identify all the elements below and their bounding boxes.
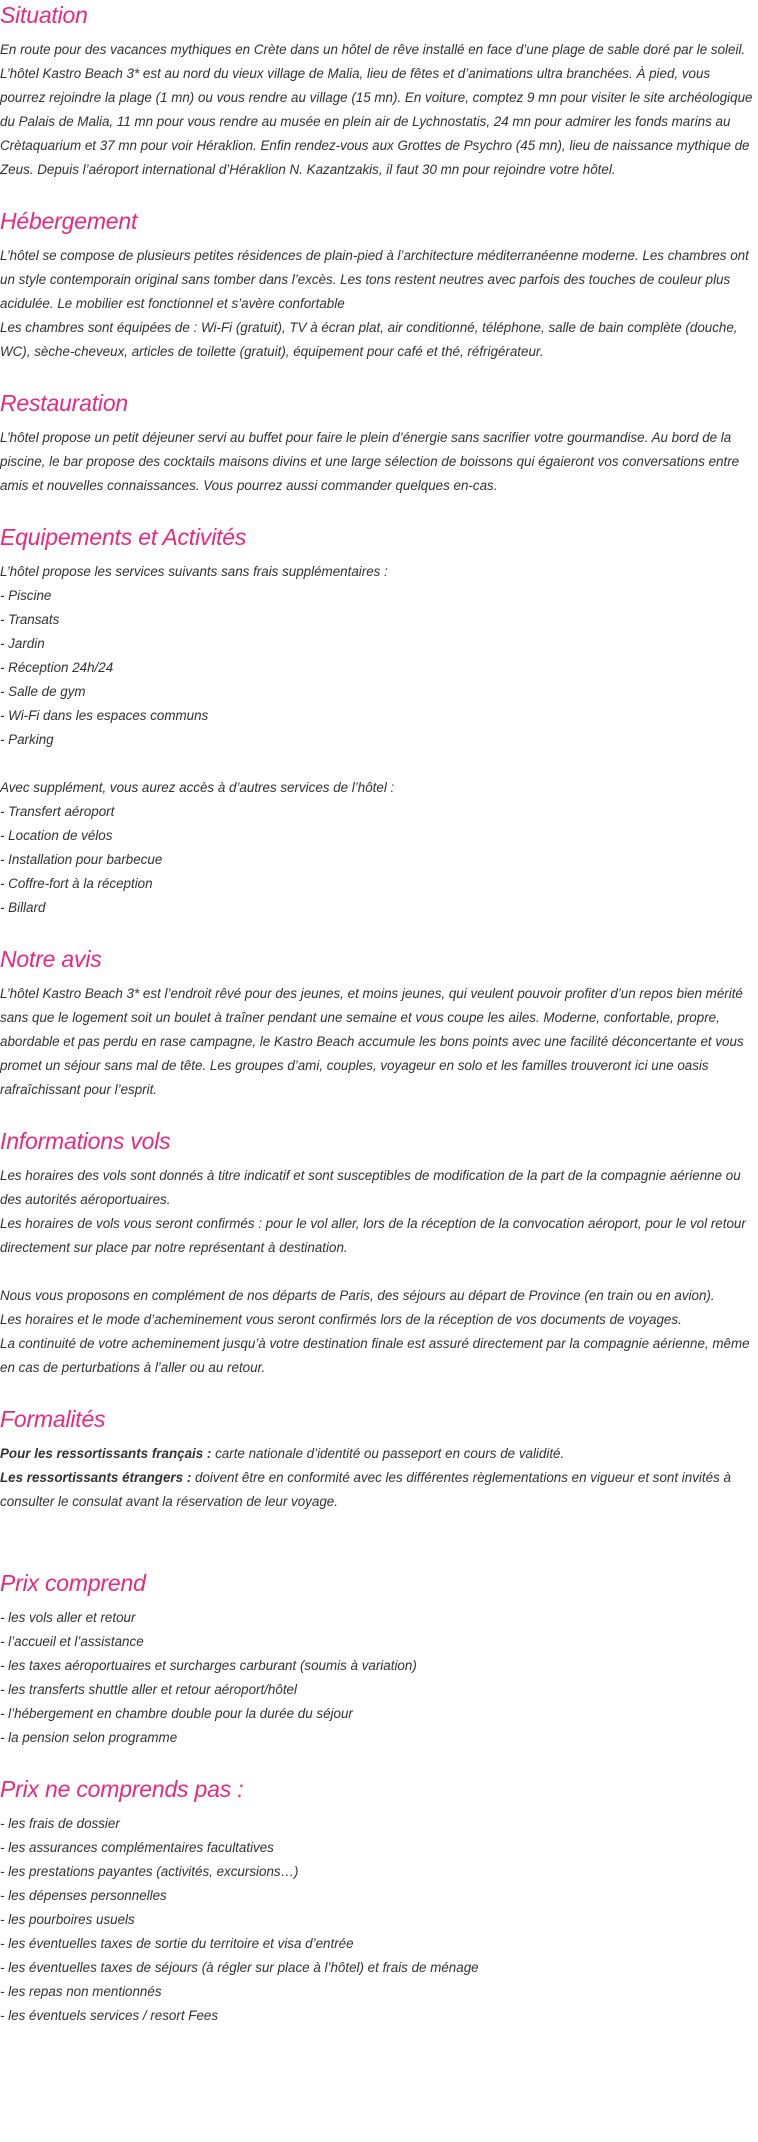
- section-title-avis: Notre avis: [0, 946, 102, 972]
- list-item: - Réception 24h/24: [0, 660, 114, 675]
- section-title-prix-ne-comprend: Prix ne comprends pas :: [0, 1776, 244, 1802]
- section-vols: [0, 1126, 758, 1380]
- paragraph: L’hôtel propose un petit déjeuner servi au buffet pour faire le plein d’énergie sans sacrifier votre gourmandise. Au bord de la piscine, le bar propose des cocktails maisons divins et une large sélection de boissons qui égaieront vos conversations entre amis et nouvelles connaissances. Vous pourrez aussi commander quelques en-cas.: [0, 430, 740, 493]
- section-restauration: [0, 388, 758, 498]
- paragraph: Les horaires de vols vous seront confirmés : pour le vol aller, lors de la réception de la convocation aéroport, pour le vol retour directement sur place par notre représentant à destination.: [0, 1216, 746, 1255]
- list-item: - Parking: [0, 732, 54, 747]
- section-title-prix-comprend: Prix comprend: [0, 1570, 146, 1596]
- list-item: - les vols aller et retour: [0, 1610, 136, 1625]
- list-item: - les frais de dossier: [0, 1816, 120, 1831]
- list-item: - Transfert aéroport: [0, 804, 115, 819]
- section-body-prix-ne-comprend: [0, 1812, 758, 2028]
- section-title-vols: Informations vols: [0, 1128, 171, 1154]
- list-item: - Salle de gym: [0, 684, 86, 699]
- section-prix-ne-comprend: [0, 1774, 758, 2028]
- paragraph: L’hôtel Kastro Beach 3* est l’endroit rêvé pour des jeunes, et moins jeunes, qui veulent pouvoir profiter d’un repos bien mérité sans que le logement soit un boulet à traîner pendant une semaine et vous coupe les ailes. Moderne, confortable, propre, abordable et pas perdu en rase campagne, le Kastro Beach accumule les bons points avec une facilité déconcertante et vous promet un séjour sans mal de tête. Les groupes d’ami, couples, voyageur en solo et les familles trouveront ici une oasis rafraîchissant pour l’esprit.: [0, 986, 744, 1097]
- label-francais: Pour les ressortissants français :: [0, 1446, 212, 1461]
- list-item: - les éventuels services / resort Fees: [0, 2008, 219, 2023]
- section-avis: [0, 944, 758, 1102]
- intro-paid-services: Avec supplément, vous aurez accès à d’autres services de l’hôtel :: [0, 780, 395, 795]
- section-equipements: [0, 522, 758, 920]
- list-item: - les éventuelles taxes de sortie du territoire et visa d’entrée: [0, 1936, 354, 1951]
- section-body-vols: [0, 1164, 758, 1380]
- list-item: - Wi-Fi dans les espaces communs: [0, 708, 209, 723]
- paragraph: Les chambres sont équipées de : Wi-Fi (gratuit), TV à écran plat, air conditionné, téléphone, salle de bain complète (douche, WC), sèche-cheveux, articles de toilette (gratuit), équipement pour café et thé, réfrigérateur.: [0, 320, 738, 359]
- text-francais: carte nationale d’identité ou passeport en cours de validité.: [211, 1446, 565, 1461]
- section-title-equipements: Equipements et Activités: [0, 524, 247, 550]
- formalites-etrangers: [0, 1466, 758, 1514]
- paragraph: La continuité de votre acheminement jusqu’à votre destination finale est assuré directement par la compagnie aérienne, même en cas de perturbations à l’aller ou au retour.: [0, 1336, 750, 1375]
- section-prix-comprend: [0, 1568, 758, 1750]
- paragraph: L’hôtel se compose de plusieurs petites résidences de plain-pied à l’architecture méditerranéenne moderne. Les chambres ont un style contemporain original sans tomber dans l’excès. Les tons restent neutres avec parfois des touches de couleur plus acidulée. Le mobilier est fonctionnel et s’avère confortable: [0, 248, 749, 311]
- paragraph: En route pour des vacances mythiques en Crète dans un hôtel de rêve installé en face d’une plage de sable doré par le soleil.: [0, 42, 746, 57]
- paragraph: Les horaires et le mode d’acheminement vous seront confirmés lors de la réception de vos documents de voyages.: [0, 1312, 682, 1327]
- list-item: - les transferts shuttle aller et retour aéroport/hôtel: [0, 1682, 297, 1697]
- section-body-situation: [0, 38, 758, 182]
- list-item: - Location de vélos: [0, 828, 113, 843]
- list-item: - Installation pour barbecue: [0, 852, 163, 867]
- section-body-equipements: [0, 560, 758, 920]
- paragraph: Les horaires des vols sont donnés à titre indicatif et sont susceptibles de modification de la part de la compagnie aérienne ou des autorités aéroportuaires.: [0, 1168, 741, 1207]
- section-situation: [0, 0, 758, 182]
- list-item: - les dépenses personnelles: [0, 1888, 167, 1903]
- list-item: - l’accueil et l’assistance: [0, 1634, 144, 1649]
- formalites-francais: [0, 1442, 758, 1466]
- list-item: - Coffre-fort à la réception: [0, 876, 153, 891]
- list-item: - les taxes aéroportuaires et surcharges carburant (soumis à variation): [0, 1658, 417, 1673]
- list-item: - Jardin: [0, 636, 45, 651]
- section-title-situation: Situation: [0, 2, 88, 28]
- list-item: - Billard: [0, 900, 46, 915]
- list-item: - Piscine: [0, 588, 52, 603]
- section-title-restauration: Restauration: [0, 390, 129, 416]
- text-etrangers: doivent être en conformité avec les différentes règlementations en vigueur et sont invités à consulter le consulat avant la réservation de leur voyage.: [0, 1470, 731, 1509]
- section-body-hebergement: [0, 244, 758, 364]
- section-body-prix-comprend: [0, 1606, 758, 1750]
- list-item: - Transats: [0, 612, 60, 627]
- list-item: - les prestations payantes (activités, excursions…): [0, 1864, 299, 1879]
- label-etrangers: Les ressortissants étrangers :: [0, 1470, 192, 1485]
- list-item: - les pourboires usuels: [0, 1912, 135, 1927]
- list-item: - les éventuelles taxes de séjours (à régler sur place à l’hôtel) et frais de ménage: [0, 1960, 479, 1975]
- section-body-avis: [0, 982, 758, 1102]
- list-item: - les repas non mentionnés: [0, 1984, 162, 1999]
- paragraph: Nous vous proposons en complément de nos départs de Paris, des séjours au départ de Province (en train ou en avion).: [0, 1288, 715, 1303]
- intro-free-services: L’hôtel propose les services suivants sans frais supplémentaires :: [0, 564, 388, 579]
- section-body-formalites: [0, 1442, 758, 1514]
- list-item: - les assurances complémentaires facultatives: [0, 1840, 274, 1855]
- section-hebergement: [0, 206, 758, 364]
- section-formalites: [0, 1404, 758, 1514]
- list-item: - l’hébergement en chambre double pour la durée du séjour: [0, 1706, 353, 1721]
- section-body-restauration: [0, 426, 758, 498]
- paragraph: L’hôtel Kastro Beach 3* est au nord du vieux village de Malia, lieu de fêtes et d’animations ultra branchées. À pied, vous pourrez rejoindre la plage (1 mn) ou vous rendre au village (15 mn). En voiture, comptez 9 mn pour visiter le site archéologique du Palais de Malia, 11 mn pour vous rendre au musée en plein air de Lychnostatis, 24 mn pour admirer les fonds marins au Crètaquarium et 37 mn pour voir Héraklion. Enfin rendez-vous aux Grottes de Psychro (45 mn), lieu de naissance mythique de Zeus. Depuis l’aéroport international d’Héraklion N. Kazantzakis, il faut 30 mn pour rejoindre votre hôtel.: [0, 66, 753, 177]
- section-title-formalites: Formalités: [0, 1406, 106, 1432]
- list-item: - la pension selon programme: [0, 1730, 178, 1745]
- section-title-hebergement: Hébergement: [0, 208, 138, 234]
